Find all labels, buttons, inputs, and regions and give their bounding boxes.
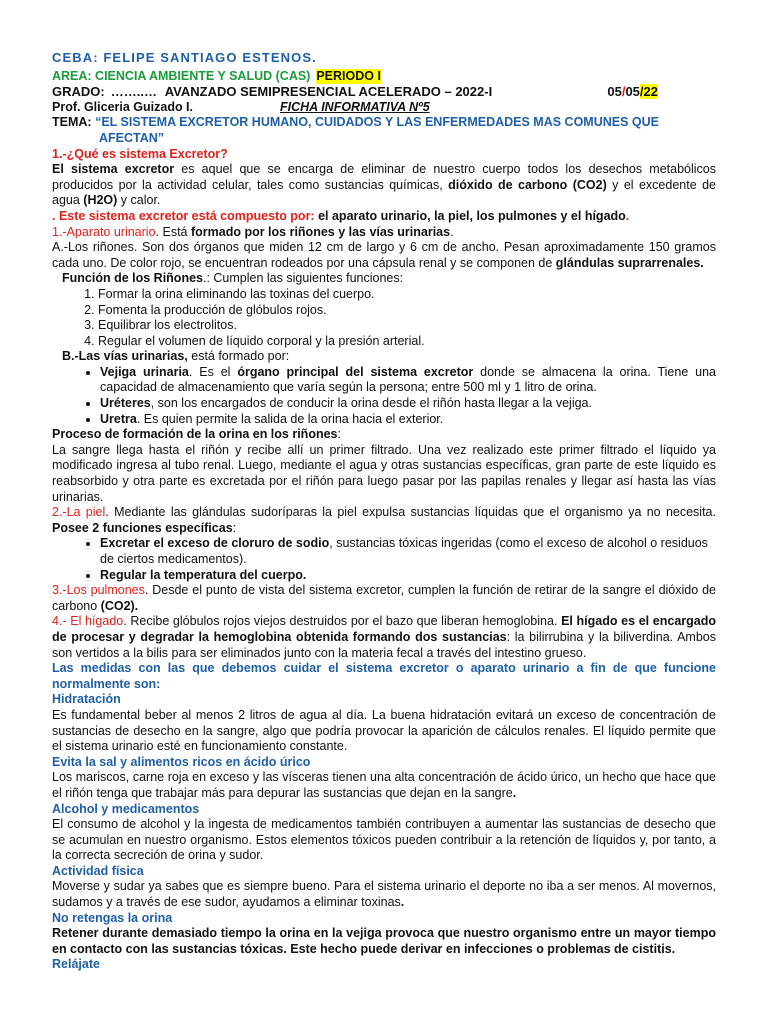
uretra-term: Uretra [100, 411, 137, 426]
proceso-heading-line [52, 427, 716, 443]
piel-bold: Posee 2 funciones específicas [52, 520, 233, 535]
vejiga-text-2: donde se almacena la orina. Tiene una capacidad de almacenamiento que varía según la persona; entre 500 ml y 1 litro de orina. [100, 364, 717, 395]
tema-line-1: “EL SISTEMA EXCRETOR HUMANO, CUIDADOS Y LAS ENFERMEDADES MAS COMUNES QUE [95, 115, 660, 130]
document-page [52, 50, 716, 973]
rinones-glandulas: glándulas suprarrenales. [555, 255, 704, 270]
date-sep-1: / [621, 84, 626, 100]
list-item [100, 412, 716, 428]
s1-term: El sistema excretor [52, 162, 175, 177]
retengas-heading: No retengas la orina [52, 910, 173, 925]
sal-paragraph [52, 770, 716, 801]
tema [52, 115, 716, 146]
area-title: AREA: CIENCIA AMBIENTE Y SALUD (CAS) [52, 68, 311, 83]
aparato-heading: 1.-Aparato urinario [52, 224, 156, 239]
s1-composition-label: . Este sistema excretor está compuesto por: [52, 208, 315, 223]
s1-co2: dióxido de carbono (CO2) [448, 177, 607, 192]
pulmones-heading: 3.-Los pulmones [52, 583, 145, 598]
tema-line-2: AFECTAN” [99, 130, 165, 145]
aparato-heading-line [52, 225, 716, 241]
uretra-text: . Es quien permite la salida de la orina hacia el exterior. [136, 411, 444, 426]
list-item: 4. Regular el volumen de líquido corporal y la presión arterial. [98, 334, 716, 350]
vias-line [52, 349, 716, 365]
tema-label: TEMA: [52, 115, 92, 130]
pulmones-text: . Desde el punto de vista del sistema excretor, cumplen la función de retirar de la sangre el dióxido de carbono [52, 583, 716, 613]
piel-text: . Mediante las glándulas sudoríparas la piel expulsa sustancias líquidas que el organismo ya no necesita. [105, 505, 716, 520]
s1-text: es aquel que se encarga de eliminar de nuestro cuerpo todos los desechos metabólicos producidos por la actividad celular, tales como sustancias químicas, [52, 162, 717, 192]
vias-list [52, 365, 716, 427]
piel-list [52, 536, 716, 583]
periodo-label: PERIODO I [316, 68, 381, 83]
higado-paragraph [52, 614, 716, 661]
grado-label: GRADO: [52, 84, 105, 100]
piel-colon: : [232, 520, 237, 535]
relajate-heading: Relájate [52, 957, 100, 972]
s1-composition [52, 209, 716, 225]
sal-text: Los mariscos, carne roja en exceso y las vísceras tienen una alta concentración de ácido úrico, un hecho que hace que el riñón tenga que trabajar más para depurar las sustancias que dejan en la sangre [52, 770, 716, 800]
funcion-line [52, 271, 716, 287]
retengas-text: Retener durante demasiado tiempo la orina en la vejiga provoca que nuestro organismo entre un mayor tiempo en contacto con las sustancias tóxicas. Este hecho puede derivar en infecciones o problemas de cistitis. [52, 926, 716, 956]
higado-bold: El hígado es el encargado de procesar y degradar la hemoglobina obtenida formando dos sustancias [52, 614, 717, 644]
vias-text: está formado por: [187, 349, 290, 364]
piel-b1-text: , sustancias tóxicas ingeridas (como el exceso de alcohol o residuos de ciertos medicamentos). [100, 536, 708, 566]
s1-composition-dot: . [625, 208, 630, 223]
funcion-heading: Función de los Riñones [62, 271, 203, 286]
proceso-text: La sangre llega hasta el riñón y recibe allí un primer filtrado. Una vez realizado este primer filtrado el líquido ya modificado ingresa al tubo renal. Luego, mediante el agua y otras sustancias específicas, gran parte de este líquido es reabsorbido y otra parte es excretada por el riñón para luego pasar por las papilas renales y llegar así hasta las vías urinarias. [52, 442, 716, 504]
functions-list [52, 287, 716, 349]
piel-heading: 2.-La piel [52, 505, 106, 520]
s1-composition-list: el aparato urinario, la piel, los pulmones y el hígado [314, 208, 626, 223]
date-month: 05 [625, 84, 640, 100]
s1-h2o: (H2O) [83, 193, 118, 208]
aparato-text: . Está [155, 224, 191, 239]
list-item [100, 365, 716, 396]
aparato-bold: formado por los riñones y las vías urinarias [190, 224, 451, 239]
higado-heading: 4.- El hígado [52, 614, 124, 629]
sal-dot: . [512, 785, 517, 800]
date-sep-2: / [639, 84, 644, 100]
s1-heading: 1.-¿Qué es sistema Excretor? [52, 146, 228, 161]
school-name: CEBA: FELIPE SANTIAGO ESTENOS. [52, 50, 317, 65]
list-item [100, 396, 716, 412]
medidas-intro: Las medidas con las que debemos cuidar el sistema excretor o aparato urinario a fin de que funcione normalmente son: [52, 661, 716, 691]
sal-heading: Evita la sal y alimentos ricos en ácido úrico [52, 754, 311, 769]
higado-text: . Recibe glóbulos rojos viejos destruidos por el bazo que liberan hemoglobina. [123, 614, 562, 629]
area-line [52, 69, 716, 85]
alcohol-heading: Alcohol y medicamentos [52, 801, 200, 816]
program-name: AVANZADO SEMIPRESENCIAL ACELERADO – 2022-I [164, 84, 493, 100]
grado-line [52, 84, 716, 100]
hidratacion-text: Es fundamental beber al menos 2 litros de agua al día. La buena hidratación evitará un exceso de concentración de sustancias de desecho en la sangre, algo que podría provocar la aparición de cálculos renales. El líquido permite que el sistema urinario esté en funcionamiento constante. [52, 707, 716, 754]
rinones-heading: A.-Los riñones [52, 240, 134, 255]
list-item [100, 536, 716, 567]
ureteres-term: Uréteres [100, 396, 151, 411]
date-day: 05 [607, 84, 622, 100]
vias-heading: B.-Las vías urinarias, [62, 349, 188, 364]
pulmones-paragraph [52, 583, 716, 614]
aparato-dot: . [450, 224, 454, 239]
date [607, 84, 716, 100]
piel-b1-term: Excretar el exceso de cloruro de sodio [100, 536, 330, 551]
professor: Prof. Gliceria Guizado I. [52, 99, 194, 114]
s1-text-2: y el excedente de agua [52, 177, 716, 208]
list-item: 3. Equilibrar los electrolitos. [98, 318, 716, 334]
actividad-heading: Actividad física [52, 863, 144, 878]
proceso-heading: Proceso de formación de la orina en los riñones [52, 427, 338, 442]
alcohol-text: El consumo de alcohol y la ingesta de medicamentos también contribuyen a aumentar las sustancias de desecho que se acumulan en nuestro organismo. Estos elementos tóxicos pueden contribuir a la retención de líquidos y, por tanto, a la correcta secreción de orina y sudor. [52, 817, 716, 863]
higado-text-2: : la bilirrubina y la biliverdina. Ambos son vertidos a la bilis para ser eliminados junto con la materia fecal a través del intestino grueso. [52, 629, 717, 660]
proceso-colon: : [337, 427, 341, 442]
actividad-dot: . [400, 895, 405, 910]
actividad-paragraph [52, 879, 716, 910]
ureteres-text: , son los encargados de conducir la orina desde el riñón hasta llegar a la vejiga. [150, 396, 592, 411]
piel-paragraph [52, 505, 716, 536]
ficha-title: FICHA INFORMATIVA Nº5 [280, 99, 430, 114]
vejiga-term: Vejiga urinaria [100, 364, 189, 379]
vejiga-bold: órgano principal del sistema excretor [237, 364, 474, 379]
pulmones-co2: (CO2). [100, 598, 139, 613]
s1-text-3: y calor. [117, 193, 161, 208]
date-year: 22 [643, 84, 658, 100]
hidratacion-heading: Hidratación [52, 692, 121, 707]
grado-value: ……..… [110, 84, 157, 100]
list-item: 1. Formar la orina eliminando las toxinas del cuerpo. [98, 287, 716, 303]
list-item: 2. Fomenta la producción de glóbulos rojos. [98, 303, 716, 319]
rinones-paragraph [52, 240, 716, 271]
prof-line [52, 100, 716, 116]
vejiga-text: . Es el [188, 364, 238, 379]
actividad-text: Moverse y sudar ya sabes que es siempre bueno. Para el sistema urinario el deporte no iba a ser menos. Al movernos, sudamos y a través de ese sudor, ayudamos a eliminar toxinas [52, 879, 716, 910]
list-item: • Regular la temperatura del cuerpo. [100, 568, 716, 584]
s1-paragraph [52, 162, 716, 209]
rinones-text: . Son dos órganos que miden 12 cm de largo y 6 cm de ancho. Pesan aproximadamente 150 gramos cada uno. De color rojo, se encuentran rodeados por una cápsula renal y se componen de [52, 240, 716, 270]
funcion-text: .: Cumplen las siguientes funciones: [202, 271, 404, 286]
